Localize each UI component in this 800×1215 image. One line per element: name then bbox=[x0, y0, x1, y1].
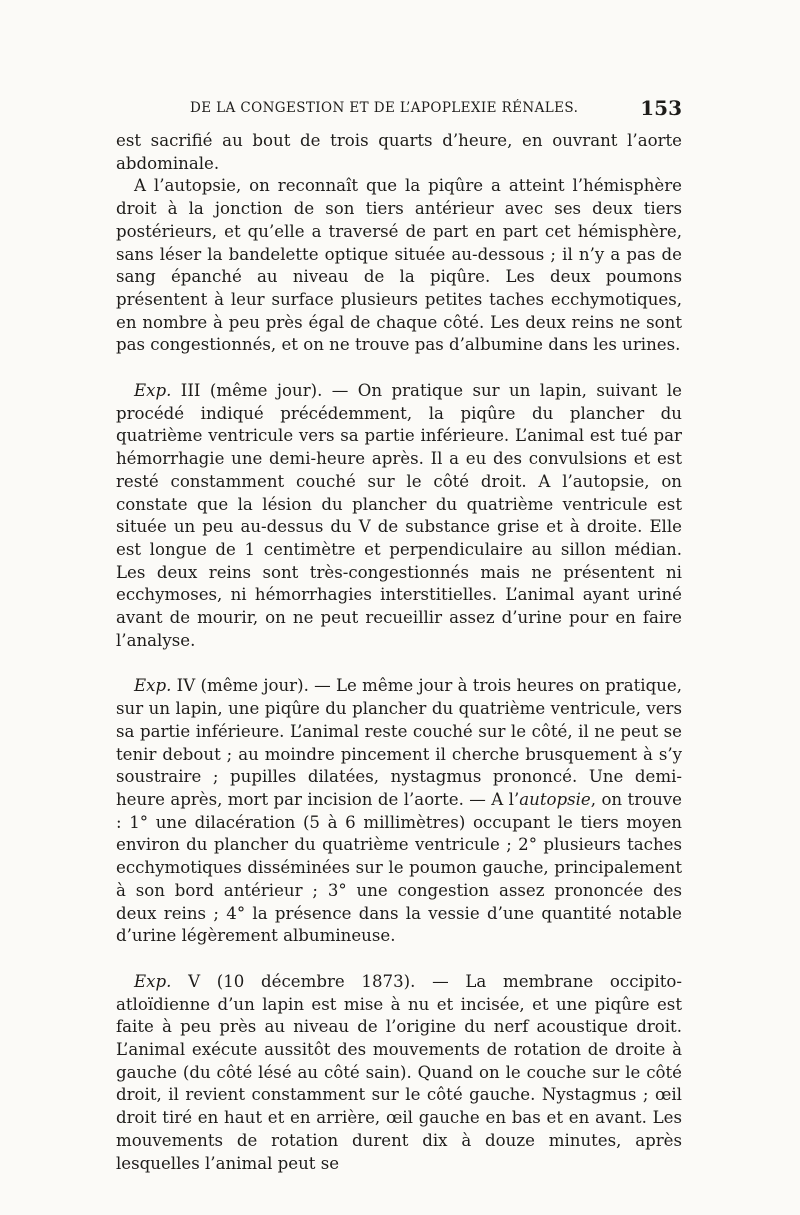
paragraph-text: est sacrifié au bout de trois quarts d’heure, en ouvrant l’aorte abdominale. bbox=[116, 131, 682, 173]
paragraph-text: V (10 décembre 1873). — La membrane occipito-atloïdienne d’un lapin est mise à nu et incisée, et une piqûre est faite à peu près au niveau de l’origine du nerf acoustique droit. L’animal exécute aussitôt des mouvements de rotation de droite à gauche (du côté lésé au côté sain). Quand on le couche sur le côté droit, il revient constamment sur le côté gauche. Nystagmus ; œil droit tiré en haut et en arrière, œil gauche en bas et en avant. Les mouvements de rotation durent dix à douze minutes, après lesquelles l’animal peut se bbox=[116, 971, 682, 1173]
paragraph-exp-v bbox=[116, 971, 682, 1175]
exp-label: Exp. bbox=[134, 971, 172, 991]
page-number: 153 bbox=[640, 96, 682, 120]
body-text bbox=[116, 130, 682, 1175]
paragraph-text: A l’autopsie, on reconnaît que la piqûre a atteint l’hémisphère droit à la jonction de son tiers antérieur avec ses deux tiers postérieurs, et qu’elle a traversé de part en part cet hémisphère, sans léser la bandelette optique située au-dessous ; il n’y a pas de sang épanché au niveau de la piqûre. Les deux poumons présentent à leur surface plusieurs petites taches ecchymotiques, en nombre à peu près égal de chaque côté. Les deux reins ne sont pas congestionnés, et on ne trouve pas d’albumine dans les urines. bbox=[116, 176, 682, 355]
running-title: DE LA CONGESTION ET DE L’APOPLEXIE RÉNALES. bbox=[190, 100, 579, 116]
paragraph-exp-iii bbox=[116, 380, 682, 652]
exp-label: Exp. bbox=[134, 381, 172, 401]
paragraph-exp-iv bbox=[116, 675, 682, 947]
paragraph-text: III (même jour). — On pratique sur un lapin, suivant le procédé indiqué précédemment, la piqûre du plancher du quatrième ventricule vers sa partie inférieure. L’animal est tué par hémorrhagie une demi-heure après. Il a eu des convulsions et est resté constamment couché sur le côté droit. A l’autopsie, on constate que la lésion du plancher du quatrième ventricule est située un peu au-dessus du V de substance grise et à droite. Elle est longue de 1 centimètre et perpendiculaire au sillon médian. Les deux reins sont très-congestionnés mais ne présentent ni ecchymoses, ni hémorrhagies interstitielles. L’animal ayant uriné avant de mourir, on ne peut recueillir assez d’urine pour en faire l’analyse. bbox=[116, 381, 682, 650]
paragraph-autopsy bbox=[116, 175, 682, 357]
paragraph-text: IV (même jour). — Le même jour à trois heures on pratique, sur un lapin, une piqûre du plancher du quatrième ventricule, vers sa partie inférieure. L’animal reste couché sur le côté, il ne peut se tenir debout ; au moindre pincement il cherche brusquement à s’y soustraire ; pupilles dilatées, nystagmus prononcé. Une demi-heure après, mort par incision de l’aorte. — A l’ bbox=[116, 676, 682, 809]
page-header bbox=[190, 96, 682, 124]
paragraph-text: , on trouve : 1° une dilacération (5 à 6 millimètres) occupant le tiers moyen environ du plancher du quatrième ventricule ; 2° plusieurs taches ecchymotiques disséminées sur le poumon gauche, principalement à son bord antérieur ; 3° une congestion assez prononcée des deux reins ; 4° la présence dans la vessie d’une quantité notable d’urine légèrement albumineuse. bbox=[116, 789, 682, 946]
paragraph-continuation bbox=[116, 130, 682, 175]
exp-label: Exp. bbox=[134, 676, 172, 696]
italic-term: autopsie bbox=[519, 789, 591, 809]
